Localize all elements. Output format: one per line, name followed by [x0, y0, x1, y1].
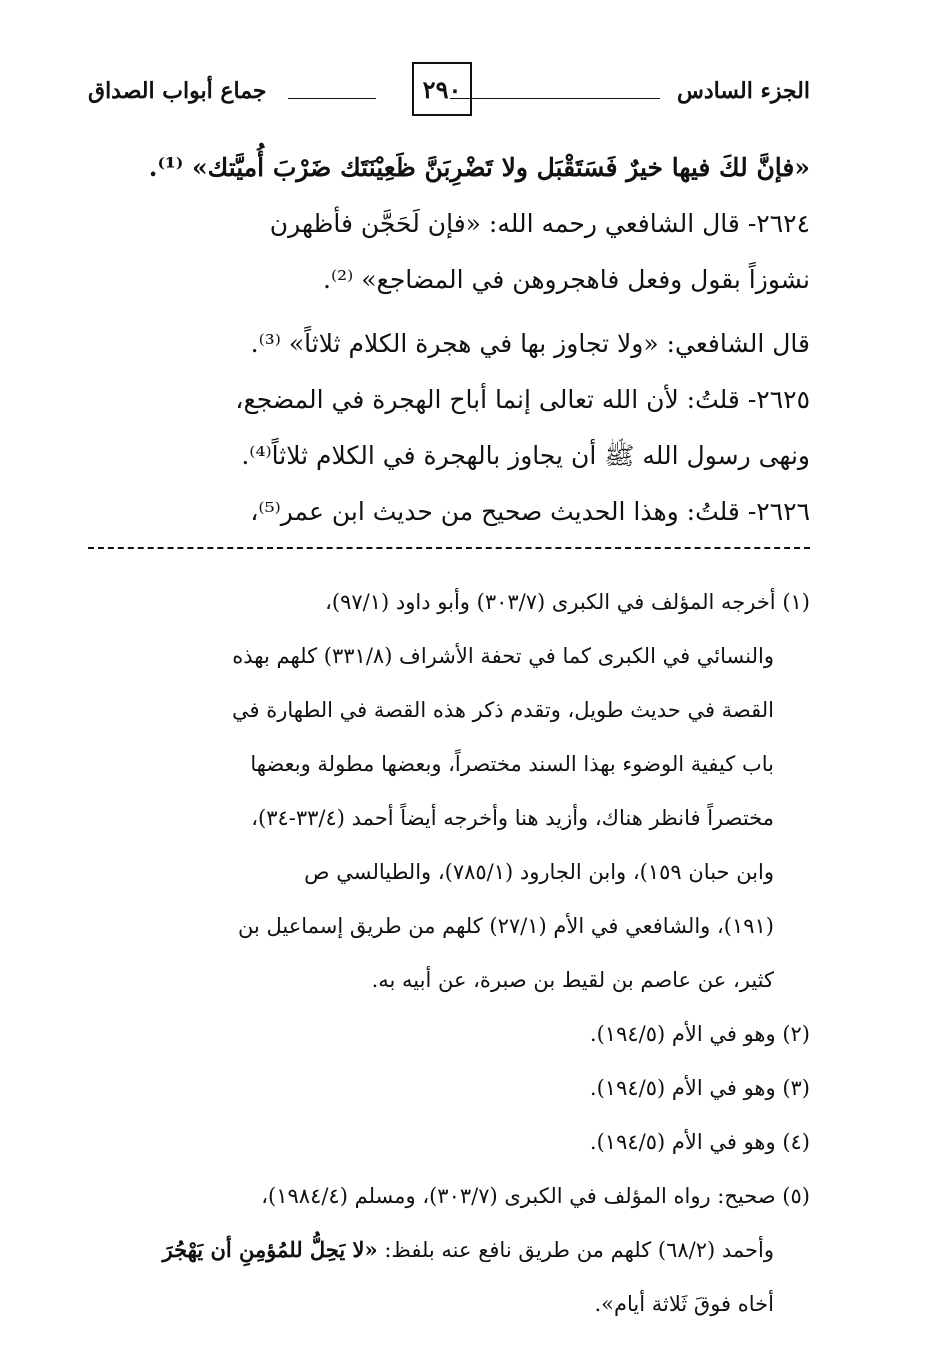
chapter-title: جماع أبواب الصداق: [88, 78, 267, 104]
footnote-3: (٣) وهو في الأم (١٩٤/٥).: [589, 1076, 810, 1100]
paragraph-2626-line-1: ٢٦٢٦- قلتُ: وهذا الحديث صحيح من حديث ابن عمر⁽⁵⁾،: [250, 497, 810, 526]
footnote-5-line-2: [88, 1223, 810, 1277]
shafii-quote-line: قال الشافعي: «ولا تجاوز بها في هجرة الكلام ثلاثاً» ⁽³⁾.: [250, 329, 810, 358]
footnote-1-line-2: والنسائي في الكبرى كما في تحفة الأشراف (٣٣١/٨) كلهم بهذه: [232, 644, 774, 668]
paragraph-2625-line-2: ونهى رسول الله ﷺ أن يجاوز بالهجرة في الكلام ثلاثاً⁽⁴⁾.: [241, 441, 810, 470]
footnote-1-line-5: مختصراً فانظر هناك، وأزيد هنا وأخرجه أيضاً أحمد (٣٣/٤-٣٤)،: [251, 806, 774, 830]
hadith-quote-line: «فإنَّ لكَ فيها خيرٌ فَسَتَقْبَل ولا تَضْرِبَنَّ ظَعِيْنَتَك ضَرْبَ أُميَّتك» ⁽¹⁾.: [148, 153, 810, 182]
footnote-5-quote: «لا يَحِلُّ للمُؤمِنِ أن يَهْجُرَ: [162, 1237, 378, 1262]
main-text: [88, 140, 810, 540]
footnote-5-text: وأحمد (٦٨/٢) كلهم من طريق نافع عنه بلفظ:: [377, 1238, 774, 1262]
footnote-separator: [88, 547, 810, 549]
footnote-1-line-7: (١٩١)، والشافعي في الأم (٢٧/١) كلهم من طريق إسماعيل بن: [237, 914, 774, 938]
running-header: [88, 62, 810, 122]
footnote-1-line-8: كثير، عن عاصم بن لقيط بن صبرة، عن أبيه به.: [371, 968, 774, 992]
footnote-1-line-1: (١) أخرجه المؤلف في الكبرى (٣٠٣/٧) وأبو داود (٩٧/١)،: [325, 590, 810, 614]
page-number: ٢٩٠: [422, 74, 462, 104]
footnote-1-line-4: باب كيفية الوضوء بهذا السند مختصراً، وبعضها مطولة وبعضها: [250, 752, 774, 776]
footnote-1-line-6: وابن حبان ١٥٩)، وابن الجارود (٧٨٥/١)، والطيالسي ص: [304, 860, 774, 884]
paragraph-2624-line-2: نشوزاً بقول وفعل فاهجروهن في المضاجع» ⁽²⁾.: [323, 265, 810, 294]
footnote-5-line-3: أخاه فوقَ ثَلاثة أيام».: [594, 1292, 774, 1316]
footnotes: [88, 575, 810, 1331]
footnote-1-line-3: القصة في حديث طويل، وتقدم ذكر هذه القصة في الطهارة في: [232, 698, 774, 722]
footnote-2: (٢) وهو في الأم (١٩٤/٥).: [589, 1022, 810, 1046]
volume-label: الجزء السادس: [677, 78, 810, 104]
footnote-5-line-1: (٥) صحيح: رواه المؤلف في الكبرى (٣٠٣/٧)، ومسلم (١٩٨٤/٤)،: [261, 1184, 810, 1208]
paragraph-2624-line-1: ٢٦٢٤- قال الشافعي رحمه الله: «فإن لَحَجَّن فأظهرن: [269, 209, 810, 238]
paragraph-2625-line-1: ٢٦٢٥- قلتُ: لأن الله تعالى إنما أباح الهجرة في المضجع،: [235, 385, 810, 414]
footnote-4: (٤) وهو في الأم (١٩٤/٥).: [589, 1130, 810, 1154]
header-rule: [288, 98, 376, 99]
page-number-box: [412, 62, 472, 116]
header-rule: [450, 98, 660, 99]
